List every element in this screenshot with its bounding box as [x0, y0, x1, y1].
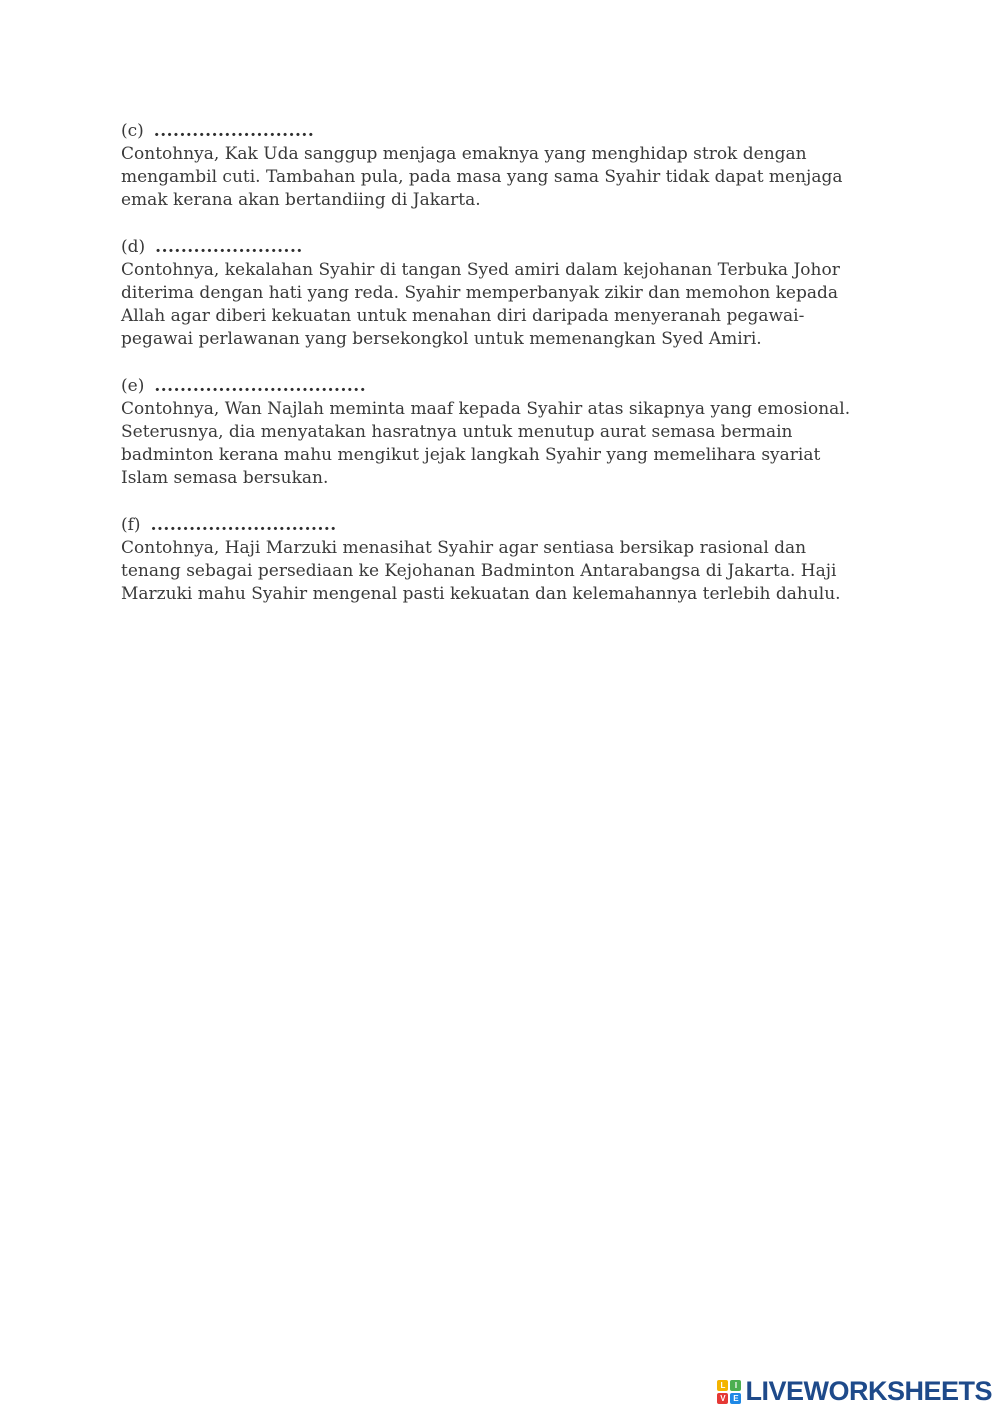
- item-e: [121, 375, 891, 490]
- item-label: (e): [121, 376, 145, 396]
- example-line: Allah agar diberi kekuatan untuk menahan diri daripada menyeranah pegawai-: [121, 306, 805, 326]
- logo-mark-icon: [717, 1380, 741, 1404]
- answer-blank[interactable]: .................................: [154, 376, 367, 396]
- example-line: pegawai perlawanan yang bersekongkol untuk memenangkan Syed Amiri.: [121, 329, 762, 349]
- example-line: Contohnya, Haji Marzuki menasihat Syahir agar sentiasa bersikap rasional dan: [121, 538, 807, 558]
- logo-mark-cell: V: [717, 1393, 728, 1404]
- example-line: Contohnya, Kak Uda sanggup menjaga emaknya yang menghidap strok dengan: [121, 144, 807, 164]
- item-f: [121, 514, 891, 606]
- logo-mark-cell: I: [730, 1380, 741, 1391]
- item-header: [121, 236, 891, 259]
- item-d: [121, 236, 891, 351]
- item-header: [121, 514, 891, 537]
- example-line: badminton kerana mahu mengikut jejak langkah Syahir yang memelihara syariat: [121, 445, 821, 465]
- answer-blank[interactable]: .........................: [153, 121, 315, 141]
- example-line: Islam semasa bersukan.: [121, 468, 329, 488]
- example-line: Marzuki mahu Syahir mengenal pasti kekuatan dan kelemahannya terlebih dahulu.: [121, 584, 841, 604]
- answer-blank[interactable]: .......................: [155, 237, 303, 257]
- logo-text: LIVEWORKSHEETS: [745, 1376, 992, 1406]
- item-header: [121, 375, 891, 398]
- logo-mark-cell: L: [717, 1380, 728, 1391]
- example-line: Contohnya, Wan Najlah meminta maaf kepada Syahir atas sikapnya yang emosional.: [121, 399, 851, 419]
- liveworksheets-logo: [717, 1376, 992, 1407]
- worksheet-content: [121, 120, 891, 630]
- example-line: Contohnya, kekalahan Syahir di tangan Syed amiri dalam kejohanan Terbuka Johor: [121, 260, 840, 280]
- item-c: [121, 120, 891, 212]
- example-line: mengambil cuti. Tambahan pula, pada masa yang sama Syahir tidak dapat menjaga: [121, 167, 843, 187]
- example-line: emak kerana akan bertandiing di Jakarta.: [121, 190, 481, 210]
- item-header: [121, 120, 891, 143]
- logo-mark-cell: E: [730, 1393, 741, 1404]
- example-line: diterima dengan hati yang reda. Syahir memperbanyak zikir dan memohon kepada: [121, 283, 839, 303]
- example-line: tenang sebagai persediaan ke Kejohanan Badminton Antarabangsa di Jakarta. Haji: [121, 561, 837, 581]
- item-label: (d): [121, 237, 146, 257]
- example-line: Seterusnya, dia menyatakan hasratnya untuk menutup aurat semasa bermain: [121, 422, 793, 442]
- item-label: (c): [121, 121, 144, 141]
- answer-blank[interactable]: .............................: [150, 515, 337, 535]
- item-label: (f): [121, 515, 141, 535]
